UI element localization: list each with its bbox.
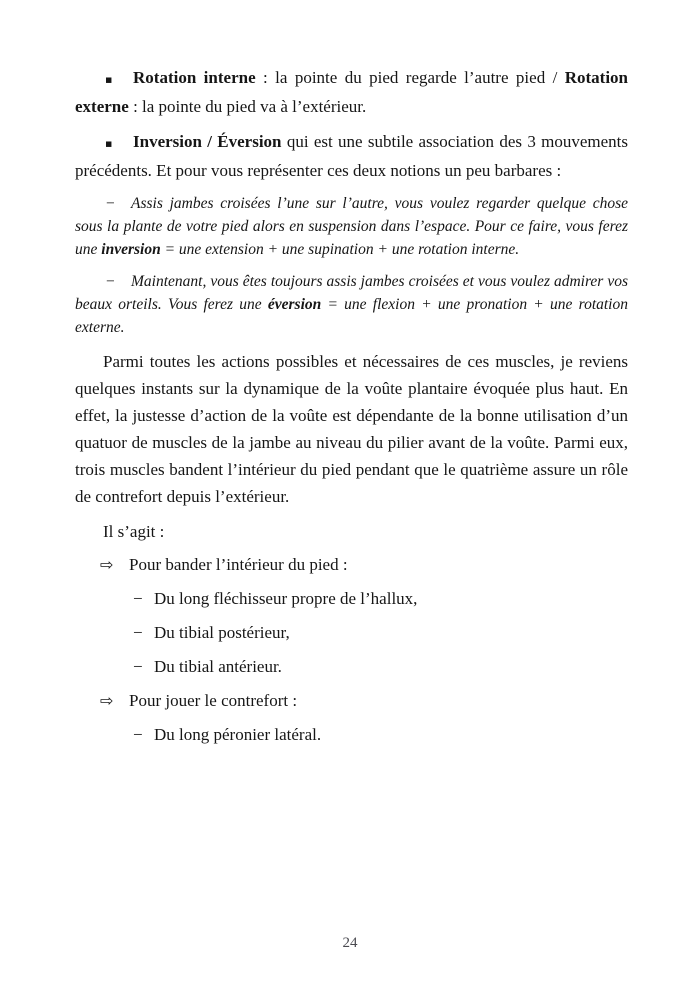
text-segment: Maintenant, vous êtes toujours assis jambes croisées et vous voulez admirer vos beaux orteils. Vous ferez une: [75, 273, 628, 313]
list-item-label: Pour bander l’intérieur du pied :: [129, 555, 348, 574]
dash-icon: −: [133, 589, 143, 608]
text-segment: : la pointe du pied va à l’extérieur.: [128, 97, 367, 116]
paragraph-inversion: [75, 128, 628, 184]
text-segment: = une flexion + une pronation + une rotation externe.: [75, 296, 628, 336]
page-content: [75, 64, 628, 755]
list-subitem-label: Du tibial antérieur.: [154, 657, 282, 676]
text-segment: : la pointe du pied regarde l’autre pied /: [255, 68, 565, 87]
paragraph-italic-eversion: [75, 270, 628, 339]
list-subitem-hallux: [133, 585, 628, 612]
text-segment: qui est une subtile association des 3 mouvements précédents. Et pour vous représenter ces deux notions un peu barbares :: [75, 132, 628, 180]
list-subitem-tibial-posterieur: [133, 619, 628, 646]
bold-rotation-interne: Rotation interne: [133, 68, 256, 87]
list-item-contrefort: [100, 687, 628, 714]
dash-icon: −: [133, 623, 143, 642]
bullet-square-icon: ▪: [105, 137, 113, 150]
paragraph-rotation: [75, 64, 628, 120]
list-subitem-label: Du long péronier latéral.: [154, 725, 322, 744]
paragraph-il-sagit: Il s’agit :: [103, 522, 165, 541]
paragraph-main: Parmi toutes les actions possibles et nécessaires de ces muscles, je reviens quelques instants sur la dynamique de la voûte plantaire évoquée plus haut. En effet, la justesse d’action de la voûte est dépendante de la bonne utilisation d’un quatuor de muscles de la jambe au niveau du pilier avant de la voûte. Parmi eux, trois muscles bandent l’intérieur du pied pendant que le quatrième assure un rôle de contrefort depuis l’extérieur.: [75, 352, 628, 506]
list-item-bander: [100, 551, 628, 578]
arrow-right-icon: ⇨: [100, 691, 114, 710]
bold-rotation-externe: Rotation externe: [75, 68, 629, 116]
dash-icon: −: [133, 657, 143, 676]
bold-inversion-eversion: Inversion / Éversion: [133, 132, 282, 151]
list-subitem-label: Du tibial postérieur,: [154, 623, 290, 642]
text-segment: Assis jambes croisées l’une sur l’autre, vous voulez regarder quelque chose sous la plante de votre pied alors en suspension dans l’espace. Pour ce faire, vous ferez une: [75, 195, 628, 258]
text-segment: = une extension + une supination + une rotation interne.: [160, 241, 520, 258]
list-subitem-tibial-anterieur: [133, 653, 628, 680]
bold-inversion: inversion: [101, 241, 161, 258]
bullet-square-icon: ▪: [105, 73, 113, 86]
dash-icon: −: [105, 273, 116, 290]
page-number: 24: [342, 935, 358, 951]
paragraph-italic-inversion: [75, 192, 628, 261]
list-subitem-label: Du long fléchisseur propre de l’hallux,: [154, 589, 418, 608]
list-item-label: Pour jouer le contrefort :: [129, 691, 298, 710]
list-subitem-peronier: [133, 721, 628, 748]
dash-icon: −: [133, 725, 143, 744]
bold-eversion: éversion: [267, 296, 322, 313]
dash-icon: −: [105, 195, 116, 212]
arrow-right-icon: ⇨: [100, 555, 114, 574]
